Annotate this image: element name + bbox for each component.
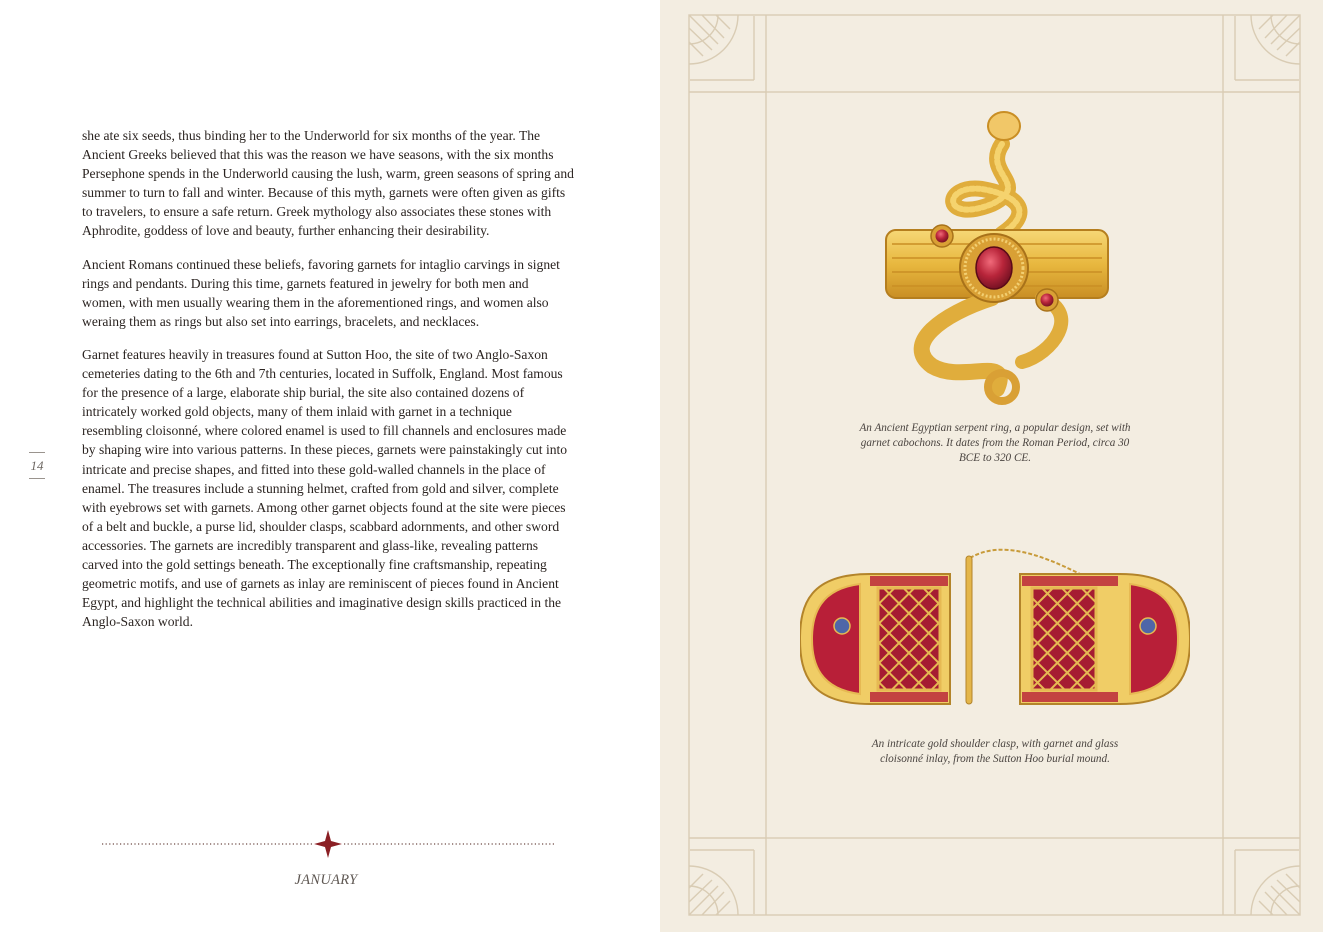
left-page xyxy=(0,0,660,932)
page-number-rule-bottom xyxy=(29,478,45,479)
paragraph: she ate six seeds, thus binding her to the Underworld for six months of the year. The Ancient Greeks believed that this was the reason we have seasons, with the six months Persephone spends in the Underworld causing the lush, warm, green seasons of spring and summer to turn to fall and winter. Because of this myth, garnets were often given as gifts to travelers, to ensure a safe return. Greek mythology also associates these stones with Aphrodite, goddess of love and beauty, further enhancing their desirability. xyxy=(82,128,574,239)
corner-fan-bottom-right xyxy=(1223,838,1300,915)
caption-serpent-ring: An Ancient Egyptian serpent ring, a popular design, set with garnet cabochons. It dates from the Roman Period, circa 30 BCE to 320 CE. xyxy=(859,422,1131,464)
page-number-block xyxy=(28,452,46,479)
right-page xyxy=(660,0,1323,932)
shoulder-clasp-illustration xyxy=(800,544,1190,724)
paragraph: Garnet features heavily in treasures found at Sutton Hoo, the site of two Anglo-Saxon cemeteries dating to the 6th and 7th centuries, located in Suffolk, England. Most famous for the presence of a large, elaborate ship burial, the site also contained dozens of intricately worked gold objects, many of them inlaid with garnet in a technique resembling cloisonné, where colored enamel is used to fill channels and enclosures made by shaping wire into various patterns. In these pieces, garnets were painstakingly cut into intricate and precise shapes, and fitted into these gold-walled channels in the place of enamel. The treasures include a stunning helmet, crafted from gold and silver, complete with eyebrows set with garnets. Among other garnet objects found at the site were pieces of a belt and buckle, a purse lid, shoulder clasps, scabbard adornments, and other sword accessories. The garnets are incredibly transparent and glass-like, revealing patterns carved into the gold settings beneath. The exceptionally fine craftsmanship, repeating geometric motifs, and use of garnets as inlay are reminiscent of pieces found in Ancient Egypt, and highlight the technical abilities and imaginative design skills practiced in the Anglo-Saxon world. xyxy=(82,346,568,630)
corner-fan-top-right xyxy=(1223,15,1300,92)
page-number: 14 xyxy=(30,458,44,473)
corner-fan-bottom-left xyxy=(689,838,766,915)
footer-ornament xyxy=(100,828,556,858)
body-text xyxy=(82,126,574,645)
caption-shoulder-clasp: An intricate gold shoulder clasp, with garnet and glass cloisonné inlay, from the Sutton Hoo burial mound. xyxy=(871,738,1119,765)
serpent-ring-illustration xyxy=(882,104,1112,414)
four-point-star-icon xyxy=(314,830,342,858)
corner-fan-top-left xyxy=(689,15,766,92)
footer-month-label: JANUARY xyxy=(294,872,358,888)
paragraph: Ancient Romans continued these beliefs, favoring garnets for intaglio carvings in signet rings and pendants. During this time, garnets featured in jewelry for both men and women, with men usually wearing them in the aforementioned rings, and women also weraing them as rings but also set into earrings, bracelets, and necklaces. xyxy=(82,256,560,329)
